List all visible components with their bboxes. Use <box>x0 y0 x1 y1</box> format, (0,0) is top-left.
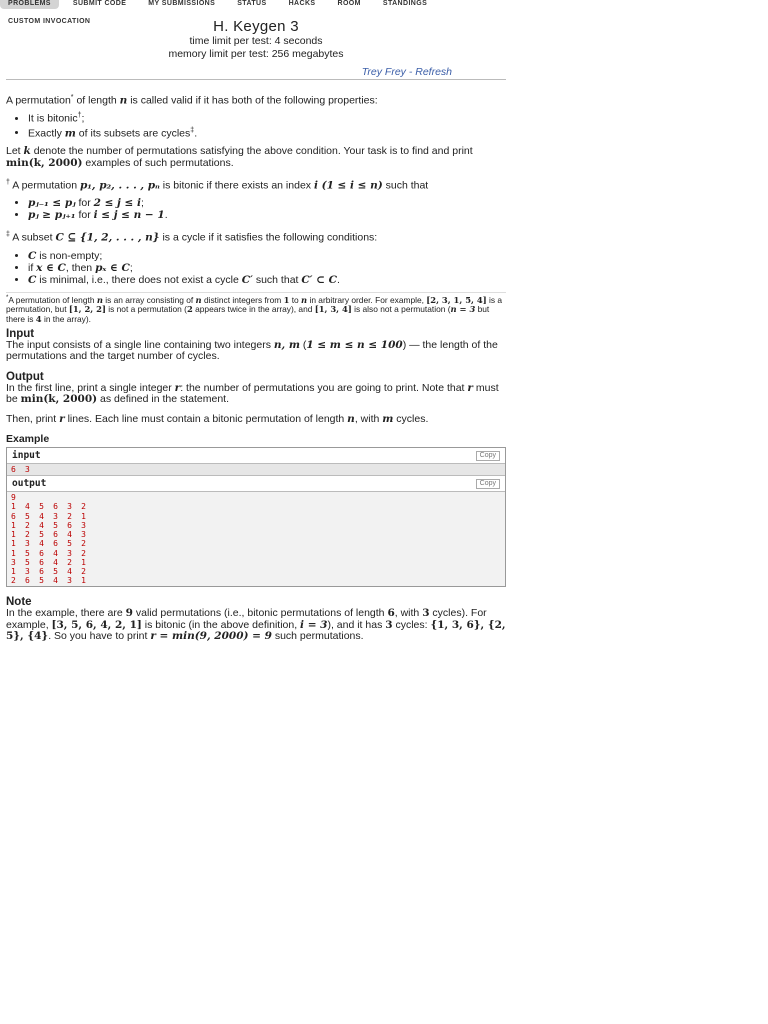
task-text: Let <box>6 145 24 157</box>
prop-text: Exactly <box>28 127 65 139</box>
footnote-mark: ‡ <box>190 126 195 134</box>
cycle-definition <box>6 229 506 244</box>
input-header <box>7 448 505 464</box>
math-c: C <box>28 274 37 286</box>
tab-submit-code[interactable]: SUBMIT CODE <box>72 0 127 7</box>
properties-list <box>6 110 506 139</box>
cycle-conditions-list <box>6 250 506 286</box>
def-text: such that <box>382 179 429 192</box>
footnote-text: appears twice in the array), and <box>192 304 315 315</box>
output-spec-2 <box>6 414 506 426</box>
prop-text: . <box>194 127 198 139</box>
output-label: output <box>12 478 47 490</box>
math-expression: n = 3 <box>450 304 476 315</box>
math-expression: n, m <box>273 338 300 351</box>
math-number: 3 <box>422 607 430 620</box>
note-part: ), and it has <box>327 618 386 631</box>
list-item <box>28 262 506 274</box>
note-text <box>6 608 506 643</box>
author-link[interactable] <box>6 66 506 80</box>
cond-text: , then <box>65 262 96 274</box>
math-c: C <box>28 250 37 262</box>
time-limit: time limit per test: 4 seconds <box>189 35 323 47</box>
task-text: denote the number of permutations satisfying the above condition. Your task is to find and print <box>30 145 473 157</box>
note-part: is bitonic (in the above definition, <box>141 618 301 631</box>
math-m: m <box>64 127 76 139</box>
list-item <box>28 250 506 262</box>
math-expression: C ⊆ {1, 2, . . . , n} <box>55 231 160 244</box>
sample-input: 6 3 <box>7 464 505 476</box>
math-expression: C′ <box>241 274 253 286</box>
sample-test <box>6 447 506 587</box>
def-text: is a cycle if it satisfies the following conditions: <box>159 231 378 244</box>
footnote-text: distinct integers from <box>201 294 284 305</box>
math-expression: min(k, 2000) <box>20 393 98 406</box>
math-expression: C′ ⊂ C <box>301 274 337 286</box>
math-number: 2 <box>186 304 193 315</box>
math-expression: [1, 3, 4] <box>314 304 352 315</box>
memory-limit: memory limit per test: 256 megabytes <box>168 48 344 60</box>
def-text: A permutation <box>12 179 80 192</box>
spec-text: ) — the length of the permutations and the target number of cycles. <box>6 338 498 363</box>
math-n: n <box>119 94 128 107</box>
math-number: 3 <box>385 618 393 631</box>
copy-input-button[interactable]: Copy <box>476 451 500 461</box>
permutation-footnote <box>6 292 506 325</box>
note-part: In the example, there are <box>6 607 126 620</box>
cond-text: ; <box>140 197 144 209</box>
tab-my-submissions[interactable]: MY SUBMISSIONS <box>148 0 216 7</box>
spec-text: : the number of permutations you are going to print. Note that <box>180 381 468 394</box>
footnote-mark: † <box>77 112 82 119</box>
task-paragraph <box>6 146 506 169</box>
problem-statement <box>6 0 506 643</box>
math-r: r <box>59 412 65 425</box>
tab-standings[interactable]: STANDINGS <box>382 0 428 7</box>
math-expression: 1 ≤ m ≤ n ≤ 100 <box>306 338 403 351</box>
math-expression: p₁, p₂, . . . , pₙ <box>79 179 160 192</box>
math-expression: x ∈ C <box>36 262 66 274</box>
note-part: . So you have to print <box>48 630 151 643</box>
note-part: such permutations. <box>271 630 364 643</box>
math-n: n <box>96 294 103 305</box>
output-spec <box>6 383 506 406</box>
def-text: A subset <box>12 231 56 244</box>
math-expression: i = 3 <box>300 618 328 631</box>
footnote-mark: ‡ <box>6 231 10 238</box>
tab-problems[interactable]: PROBLEMS <box>0 0 59 9</box>
math-expression: [1, 2, 2] <box>68 304 106 315</box>
note-heading: Note <box>6 596 32 609</box>
math-expression: [2, 3, 1, 5, 4] <box>426 294 487 305</box>
math-r: r <box>174 381 181 394</box>
math-r: r <box>467 381 473 394</box>
list-item <box>28 125 506 140</box>
spec-text: Then, print <box>6 412 60 425</box>
footnote-text: is also not a permutation ( <box>351 304 451 315</box>
footnote-text: but there is <box>6 304 490 324</box>
cond-text: . <box>336 274 340 286</box>
problem-title: H. Keygen 3 <box>213 18 299 35</box>
footnote-text: is a permutation, but <box>6 294 503 315</box>
spec-text: , with <box>354 412 383 425</box>
footnote-text: to <box>289 294 302 305</box>
input-heading: Input <box>6 327 35 340</box>
footnote-mark: † <box>6 179 10 186</box>
note-part: valid permutations (i.e., bitonic permutations of length <box>132 607 388 620</box>
note-part: cycles). For example, <box>6 607 487 631</box>
math-expression: pⱼ₋₁ ≤ pⱼ <box>28 197 76 209</box>
math-expression: {1, 3, 6}, {2, 5}, {4} <box>6 618 506 643</box>
math-number: 1 <box>283 294 290 305</box>
spec-text: must be <box>6 381 499 406</box>
math-expression: pₓ ∈ C <box>95 262 130 274</box>
math-expression: pⱼ ≥ pⱼ₊₁ <box>28 209 76 221</box>
math-expression: [3, 5, 6, 4, 2, 1] <box>51 618 142 631</box>
footnote-text: is not a permutation ( <box>105 304 187 315</box>
cond-text: is non-empty; <box>36 250 103 262</box>
math-m: m <box>382 412 394 425</box>
cond-text: for <box>75 197 94 209</box>
math-n: n <box>347 412 355 425</box>
footnote-mark: * <box>6 295 9 301</box>
math-number: 9 <box>125 607 133 620</box>
math-expression: r = min(9, 2000) = 9 <box>150 630 272 643</box>
cond-text: such that <box>252 274 302 286</box>
spec-text: lines. Each line must contain a bitonic permutation of length <box>64 412 348 425</box>
sample-output: 9 1 4 5 6 3 2 6 5 4 3 2 1 1 2 4 5 6 3 1 2 5 6 4 3 1 3 4 6 5 2 1 5 6 4 3 2 3 5 6 4 2 1 1 3 6 5 4 2 2 6 5 4 3 1 <box>7 492 505 586</box>
input-spec <box>6 340 506 363</box>
cond-text: ; <box>129 262 133 274</box>
intro-text: A permutation <box>6 94 71 107</box>
spec-text: cycles. <box>393 412 429 425</box>
input-label: input <box>12 450 41 462</box>
math-expression: min(k, 2000) <box>6 156 83 169</box>
math-number: 6 <box>387 607 395 620</box>
note-part: cycles: <box>392 618 431 631</box>
intro-text: of length <box>73 94 120 107</box>
intro-paragraph <box>6 92 506 107</box>
math-n: n <box>301 294 308 305</box>
bitonic-conditions-list <box>6 197 506 221</box>
list-item <box>28 209 506 221</box>
spec-text: as defined in the statement. <box>97 393 230 406</box>
output-heading: Output <box>6 370 44 383</box>
list-item <box>28 197 506 209</box>
footnote-text: is an array consisting of <box>102 294 196 305</box>
example-heading: Example <box>6 433 50 446</box>
tab-custom-invocation[interactable]: CUSTOM INVOCATION <box>8 18 91 25</box>
footnote-mark: * <box>70 94 74 101</box>
list-item <box>28 110 506 125</box>
prop-text: It is bitonic <box>28 112 78 125</box>
list-item <box>28 274 506 286</box>
footnote-text: in arbitrary order. For example, <box>307 294 427 305</box>
cond-text: . <box>164 209 168 221</box>
math-expression: i (1 ≤ i ≤ n) <box>313 179 383 192</box>
def-text: is bitonic if there exists an index <box>159 179 314 192</box>
note-part: , with <box>394 607 423 620</box>
prop-text: ; <box>81 112 85 125</box>
cond-text: if <box>28 262 37 274</box>
cond-text: is minimal, i.e., there does not exist a cycle <box>36 274 242 286</box>
bitonic-definition <box>6 177 506 192</box>
spec-text: The input consists of a single line containing two integers <box>6 338 274 351</box>
prop-text: of its subsets are cycles <box>75 127 191 139</box>
math-expression: i ≤ j ≤ n − 1 <box>93 209 165 221</box>
author-name[interactable]: Trey Frey - Refresh <box>361 66 452 78</box>
tab-room[interactable]: ROOM <box>337 0 361 7</box>
tab-status[interactable]: STATUS <box>237 0 267 7</box>
output-header <box>7 476 505 492</box>
footnote-text: A permutation of length <box>8 294 97 305</box>
intro-text: is called valid if it has both of the following properties: <box>127 94 378 107</box>
footnote-text: in the array). <box>41 313 91 324</box>
math-n: n <box>195 294 202 305</box>
math-expression: 2 ≤ j ≤ i <box>93 197 141 209</box>
math-k: k <box>23 145 31 157</box>
tab-hacks[interactable]: HACKS <box>288 0 316 7</box>
task-text: examples of such permutations. <box>82 156 234 169</box>
spec-text: ( <box>299 338 307 351</box>
math-number: 4 <box>35 313 42 324</box>
cond-text: for <box>75 209 94 221</box>
spec-text: In the first line, print a single integer <box>6 381 175 394</box>
copy-output-button[interactable]: Copy <box>476 479 500 489</box>
